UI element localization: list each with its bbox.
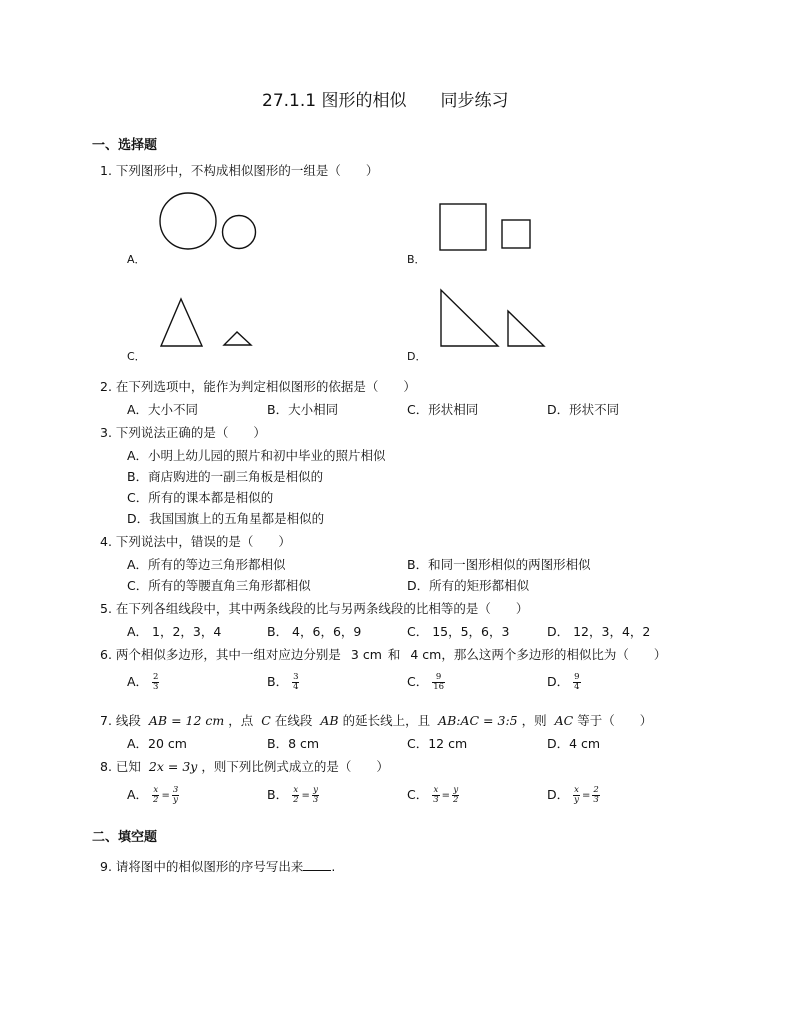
numerator: 2 — [593, 785, 599, 796]
numerator: 2 — [153, 672, 159, 683]
option-letter: D． — [547, 674, 570, 689]
small-circle — [223, 216, 256, 249]
numerator: 9 — [432, 673, 445, 683]
figure-c-triangles — [158, 295, 258, 350]
question-6-text-a: 6. 两个相似多边形，其中一组对应边分别是 — [100, 647, 341, 662]
question-4-option-c[interactable]: C．所有的等腰直角三角形都相似 — [127, 578, 311, 593]
fraction-left — [292, 786, 299, 805]
option-letter: A． — [127, 674, 149, 689]
question-1-option-b[interactable]: B． — [407, 253, 426, 266]
question-7-math-ab2: AB — [320, 713, 339, 728]
section-heading-choice: 一、选择题 — [92, 138, 158, 153]
small-square — [502, 220, 530, 248]
small-triangle — [224, 332, 251, 345]
numerator: 3 — [293, 672, 299, 683]
option-letter: A． — [127, 787, 149, 802]
question-3-option-b[interactable]: B．商店购进的一副三角板是相似的 — [127, 469, 324, 484]
question-4-option-d[interactable]: D．所有的矩形都相似 — [407, 578, 530, 593]
question-3-stem: 3. 下列说法正确的是（ ） — [100, 425, 266, 440]
question-9-stem — [100, 857, 335, 875]
option-letter: D． — [547, 787, 570, 802]
numerator: y — [453, 785, 459, 796]
question-2-option-d[interactable]: D．形状不同 — [547, 402, 620, 417]
fraction — [573, 673, 580, 692]
denominator: 3 — [312, 795, 319, 805]
denominator: 3 — [433, 795, 439, 805]
question-5-option-c[interactable]: C． 15，5，6，3 — [407, 624, 510, 639]
question-5-option-b[interactable]: B． 4，6，6，9 — [267, 624, 362, 639]
question-3-option-d[interactable]: D．我国国旗上的五角星都是相似的 — [127, 511, 325, 526]
question-1-option-a[interactable]: A． — [127, 253, 146, 266]
question-7-option-b[interactable]: B．8 cm — [267, 736, 320, 751]
denominator: y — [173, 795, 178, 805]
question-1-option-d[interactable]: D． — [407, 350, 427, 363]
question-7-math-ab: AB = 12 cm — [148, 713, 225, 728]
numerator: x — [293, 785, 299, 796]
question-2-option-b[interactable]: B．大小相同 — [267, 402, 339, 417]
question-7-option-c[interactable]: C．12 cm — [407, 736, 468, 751]
question-4-stem: 4. 下列说法中，错误的是（ ） — [100, 534, 291, 549]
figure-b-squares — [436, 200, 536, 255]
question-5-option-a[interactable]: A． 1，2，3，4 — [127, 624, 222, 639]
fraction-left — [573, 786, 580, 805]
large-triangle — [161, 299, 202, 346]
fraction-left — [152, 786, 159, 805]
figure-a-circles — [155, 190, 265, 260]
question-2-option-a[interactable]: A．大小不同 — [127, 402, 199, 417]
question-7-text: 在线段 — [274, 713, 313, 728]
small-right-triangle — [508, 311, 544, 346]
question-7-text: 7. 线段 — [100, 713, 141, 728]
question-3-option-a[interactable]: A．小明上幼儿园的照片和初中毕业的照片相似 — [127, 448, 386, 463]
option-letter: B． — [267, 787, 289, 802]
section-heading-fill: 二、填空题 — [92, 830, 158, 845]
option-letter: C． — [407, 674, 429, 689]
question-6-option-c[interactable] — [407, 672, 445, 692]
question-2-stem: 2. 在下列选项中，能作为判定相似图形的依据是（ ） — [100, 379, 416, 394]
figure-d-right-triangles — [436, 286, 548, 351]
numerator: x — [574, 785, 579, 796]
page-title: 27.1.1 图形的相似 同步练习 — [262, 91, 509, 111]
question-8-option-a[interactable] — [127, 785, 179, 805]
denominator: 4 — [574, 682, 580, 692]
question-6-text-b: ，那么这两个多边形的相似比为（ ） — [441, 647, 667, 662]
question-9-period: . — [331, 859, 336, 874]
question-9-text: 9. 请将图中的相似图形的序号写出来 — [100, 859, 304, 874]
question-7-math-c: C — [261, 713, 271, 728]
large-square — [440, 204, 486, 250]
question-8-stem — [100, 757, 389, 775]
option-letter: B． — [267, 674, 289, 689]
equals-sign: = — [301, 790, 310, 801]
equals-sign: = — [581, 790, 591, 801]
numerator: x — [433, 785, 439, 796]
question-6-length-2: 4 cm — [410, 647, 442, 662]
fraction-left — [432, 786, 439, 805]
question-8-math: 2x = 3y — [148, 759, 198, 774]
question-7-option-d[interactable]: D．4 cm — [547, 736, 601, 751]
fraction-right — [592, 786, 599, 805]
denominator: y — [574, 795, 579, 805]
question-6-option-a[interactable] — [127, 672, 159, 692]
fraction-right — [172, 786, 179, 805]
fraction-right — [452, 786, 459, 805]
question-8-option-b[interactable] — [267, 785, 319, 805]
question-5-option-d[interactable]: D． 12，3，4，2 — [547, 624, 651, 639]
question-7-math-ac: AC — [554, 713, 574, 728]
question-6-length-1: 3 cm — [350, 647, 382, 662]
answer-blank[interactable] — [303, 860, 331, 871]
question-7-text: ，点 — [228, 713, 254, 728]
large-circle — [160, 193, 216, 249]
denominator: 3 — [153, 682, 159, 692]
numerator: 3 — [172, 785, 179, 796]
numerator: x — [153, 785, 159, 796]
question-6-option-b[interactable] — [267, 672, 299, 692]
numerator: y — [313, 785, 318, 796]
option-letter: C． — [407, 787, 429, 802]
question-7-stem — [100, 711, 652, 729]
large-right-triangle — [441, 290, 498, 346]
denominator: 2 — [453, 795, 459, 805]
fraction — [432, 673, 445, 692]
question-5-stem: 5. 在下列各组线段中，其中两条线段的比与另两条线段的比相等的是（ ） — [100, 601, 529, 616]
denominator: 2 — [153, 795, 159, 805]
question-7-math-ratio: AB:AC = 3:5 — [438, 713, 518, 728]
question-8-option-d[interactable] — [547, 785, 600, 805]
equals-sign: = — [161, 790, 170, 801]
fraction-right — [312, 786, 319, 805]
question-6-stem — [100, 645, 666, 663]
question-1-option-c[interactable]: C． — [127, 350, 146, 363]
question-2-option-c[interactable]: C．形状相同 — [407, 402, 479, 417]
fraction — [152, 673, 159, 692]
question-6-option-d[interactable] — [547, 672, 581, 692]
question-8-text: ，则下列比例式成立的是（ ） — [201, 759, 389, 774]
question-4-option-a[interactable]: A．所有的等边三角形都相似 — [127, 557, 286, 572]
question-7-option-a[interactable]: A．20 cm — [127, 736, 187, 751]
equals-sign: = — [441, 790, 451, 801]
question-7-text: 等于（ ） — [577, 713, 653, 728]
question-6-and: 和 — [387, 647, 401, 662]
fraction — [292, 673, 299, 692]
question-4-option-b[interactable]: B．和同一图形相似的两图形相似 — [407, 557, 591, 572]
question-8-option-c[interactable] — [407, 785, 459, 805]
question-1-stem: 1. 下列图形中，不构成相似图形的一组是（ ） — [100, 163, 379, 178]
denominator: 3 — [593, 795, 599, 805]
question-3-option-c[interactable]: C．所有的课本都是相似的 — [127, 490, 274, 505]
denominator: 2 — [293, 795, 299, 805]
question-7-text: 的延长线上，且 — [342, 713, 431, 728]
denominator: 16 — [433, 682, 445, 692]
question-7-text: ，则 — [521, 713, 547, 728]
denominator: 4 — [293, 682, 299, 692]
numerator: 9 — [574, 672, 580, 683]
question-8-text: 8. 已知 — [100, 759, 141, 774]
